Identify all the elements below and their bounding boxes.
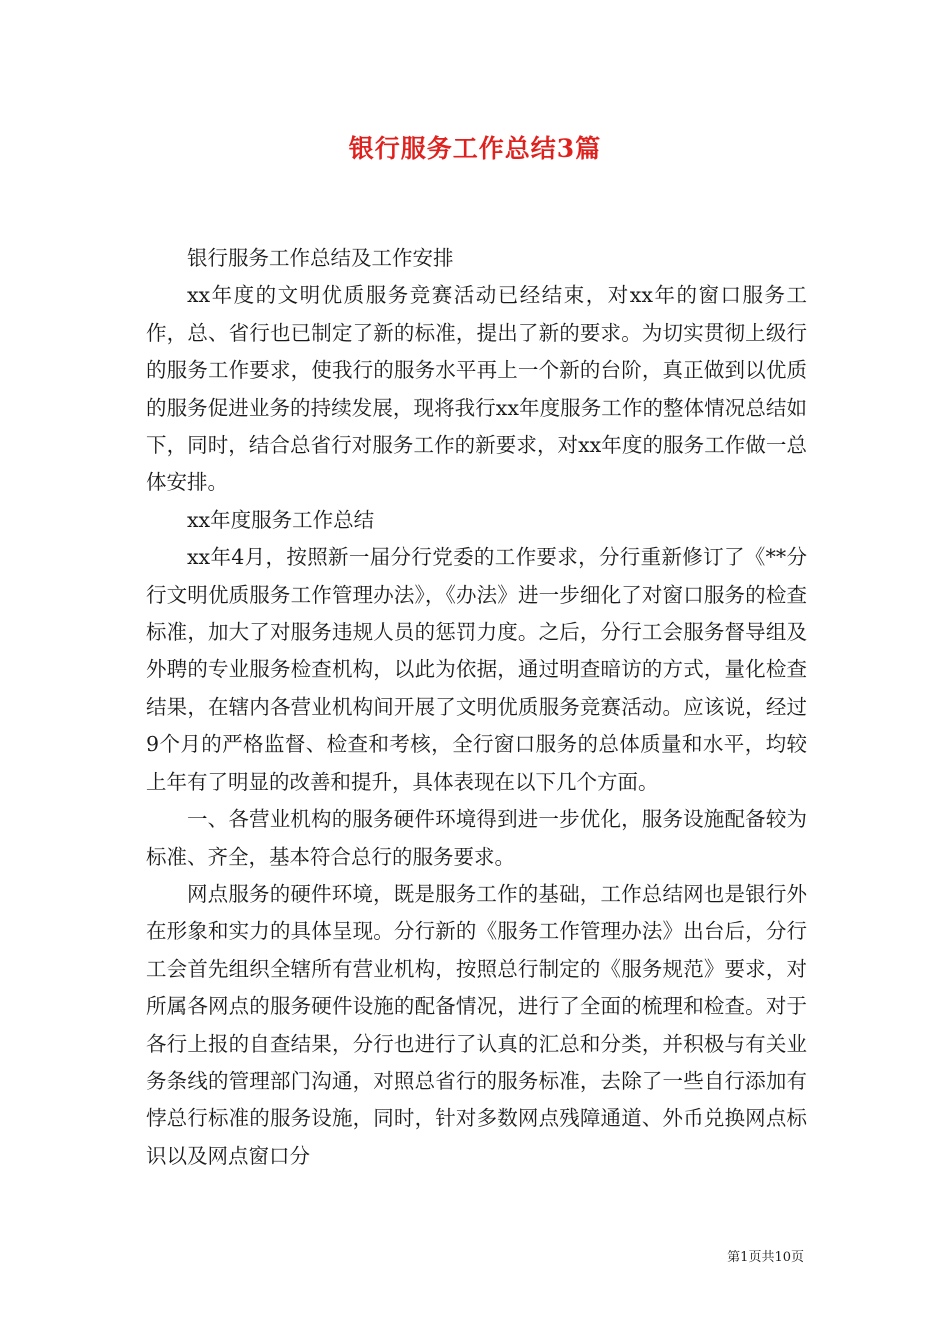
paragraph: xx年4月，按照新一届分行党委的工作要求，分行重新修订了《**分行文明优质服务工作管理办法》，《办法》进一步细化了对窗口服务的检查标准，加大了对服务违规人员的惩罚力度。之后，分行工会服务督导组及外聘的专业服务检查机构，以此为依据，通过明查暗访的方式，量化检查结果，在辖内各营业机构间开展了文明优质服务竞赛活动。应该说，经过9个月的严格监督、检查和考核，全行窗口服务的总体质量和水平，均较上年有了明显的改善和提升，具体表现在以下几个方面。	[146, 545, 807, 794]
paragraph: 网点服务的硬件环境，既是服务工作的基础，工作总结网也是银行外在形象和实力的具体呈现。分行新的《服务工作管理办法》出台后，分行工会首先组织全辖所有营业机构，按照总行制定的《服务规范》要求，对所属各网点的服务硬件设施的配备情况，进行了全面的梳理和检查。对于各行上报的自查结果，分行也进行了认真的汇总和分类，并积极与有关业务条线的管理部门沟通，对照总省行的服务标准，去除了一些自行添加有悖总行标准的服务设施，同时，针对多数网点残障通道、外币兑换网点标识以及网点窗口分	[146, 881, 807, 1168]
document-title: 银行服务工作总结3篇	[348, 134, 602, 163]
section-heading: 银行服务工作总结及工作安排	[187, 246, 454, 270]
paragraph: xx年度的文明优质服务竞赛活动已经结束，对xx年的窗口服务工作，总、省行也已制定了新的标准，提出了新的要求。为切实贯彻上级行的服务工作要求，使我行的服务水平再上一个新的台阶，真正做到以优质的服务促进业务的持续发展，现将我行xx年度服务工作的整体情况总结如下，同时，结合总省行对服务工作的新要求，对xx年度的服务工作做一总体安排。	[146, 283, 807, 495]
page-number: 第1页共10页	[727, 1250, 804, 1265]
paragraph: 一、各营业机构的服务硬件环境得到进一步优化，服务设施配备较为标准、齐全，基本符合总行的服务要求。	[146, 807, 807, 869]
document-body	[146, 240, 807, 1175]
section-heading: xx年度服务工作总结	[187, 507, 375, 532]
